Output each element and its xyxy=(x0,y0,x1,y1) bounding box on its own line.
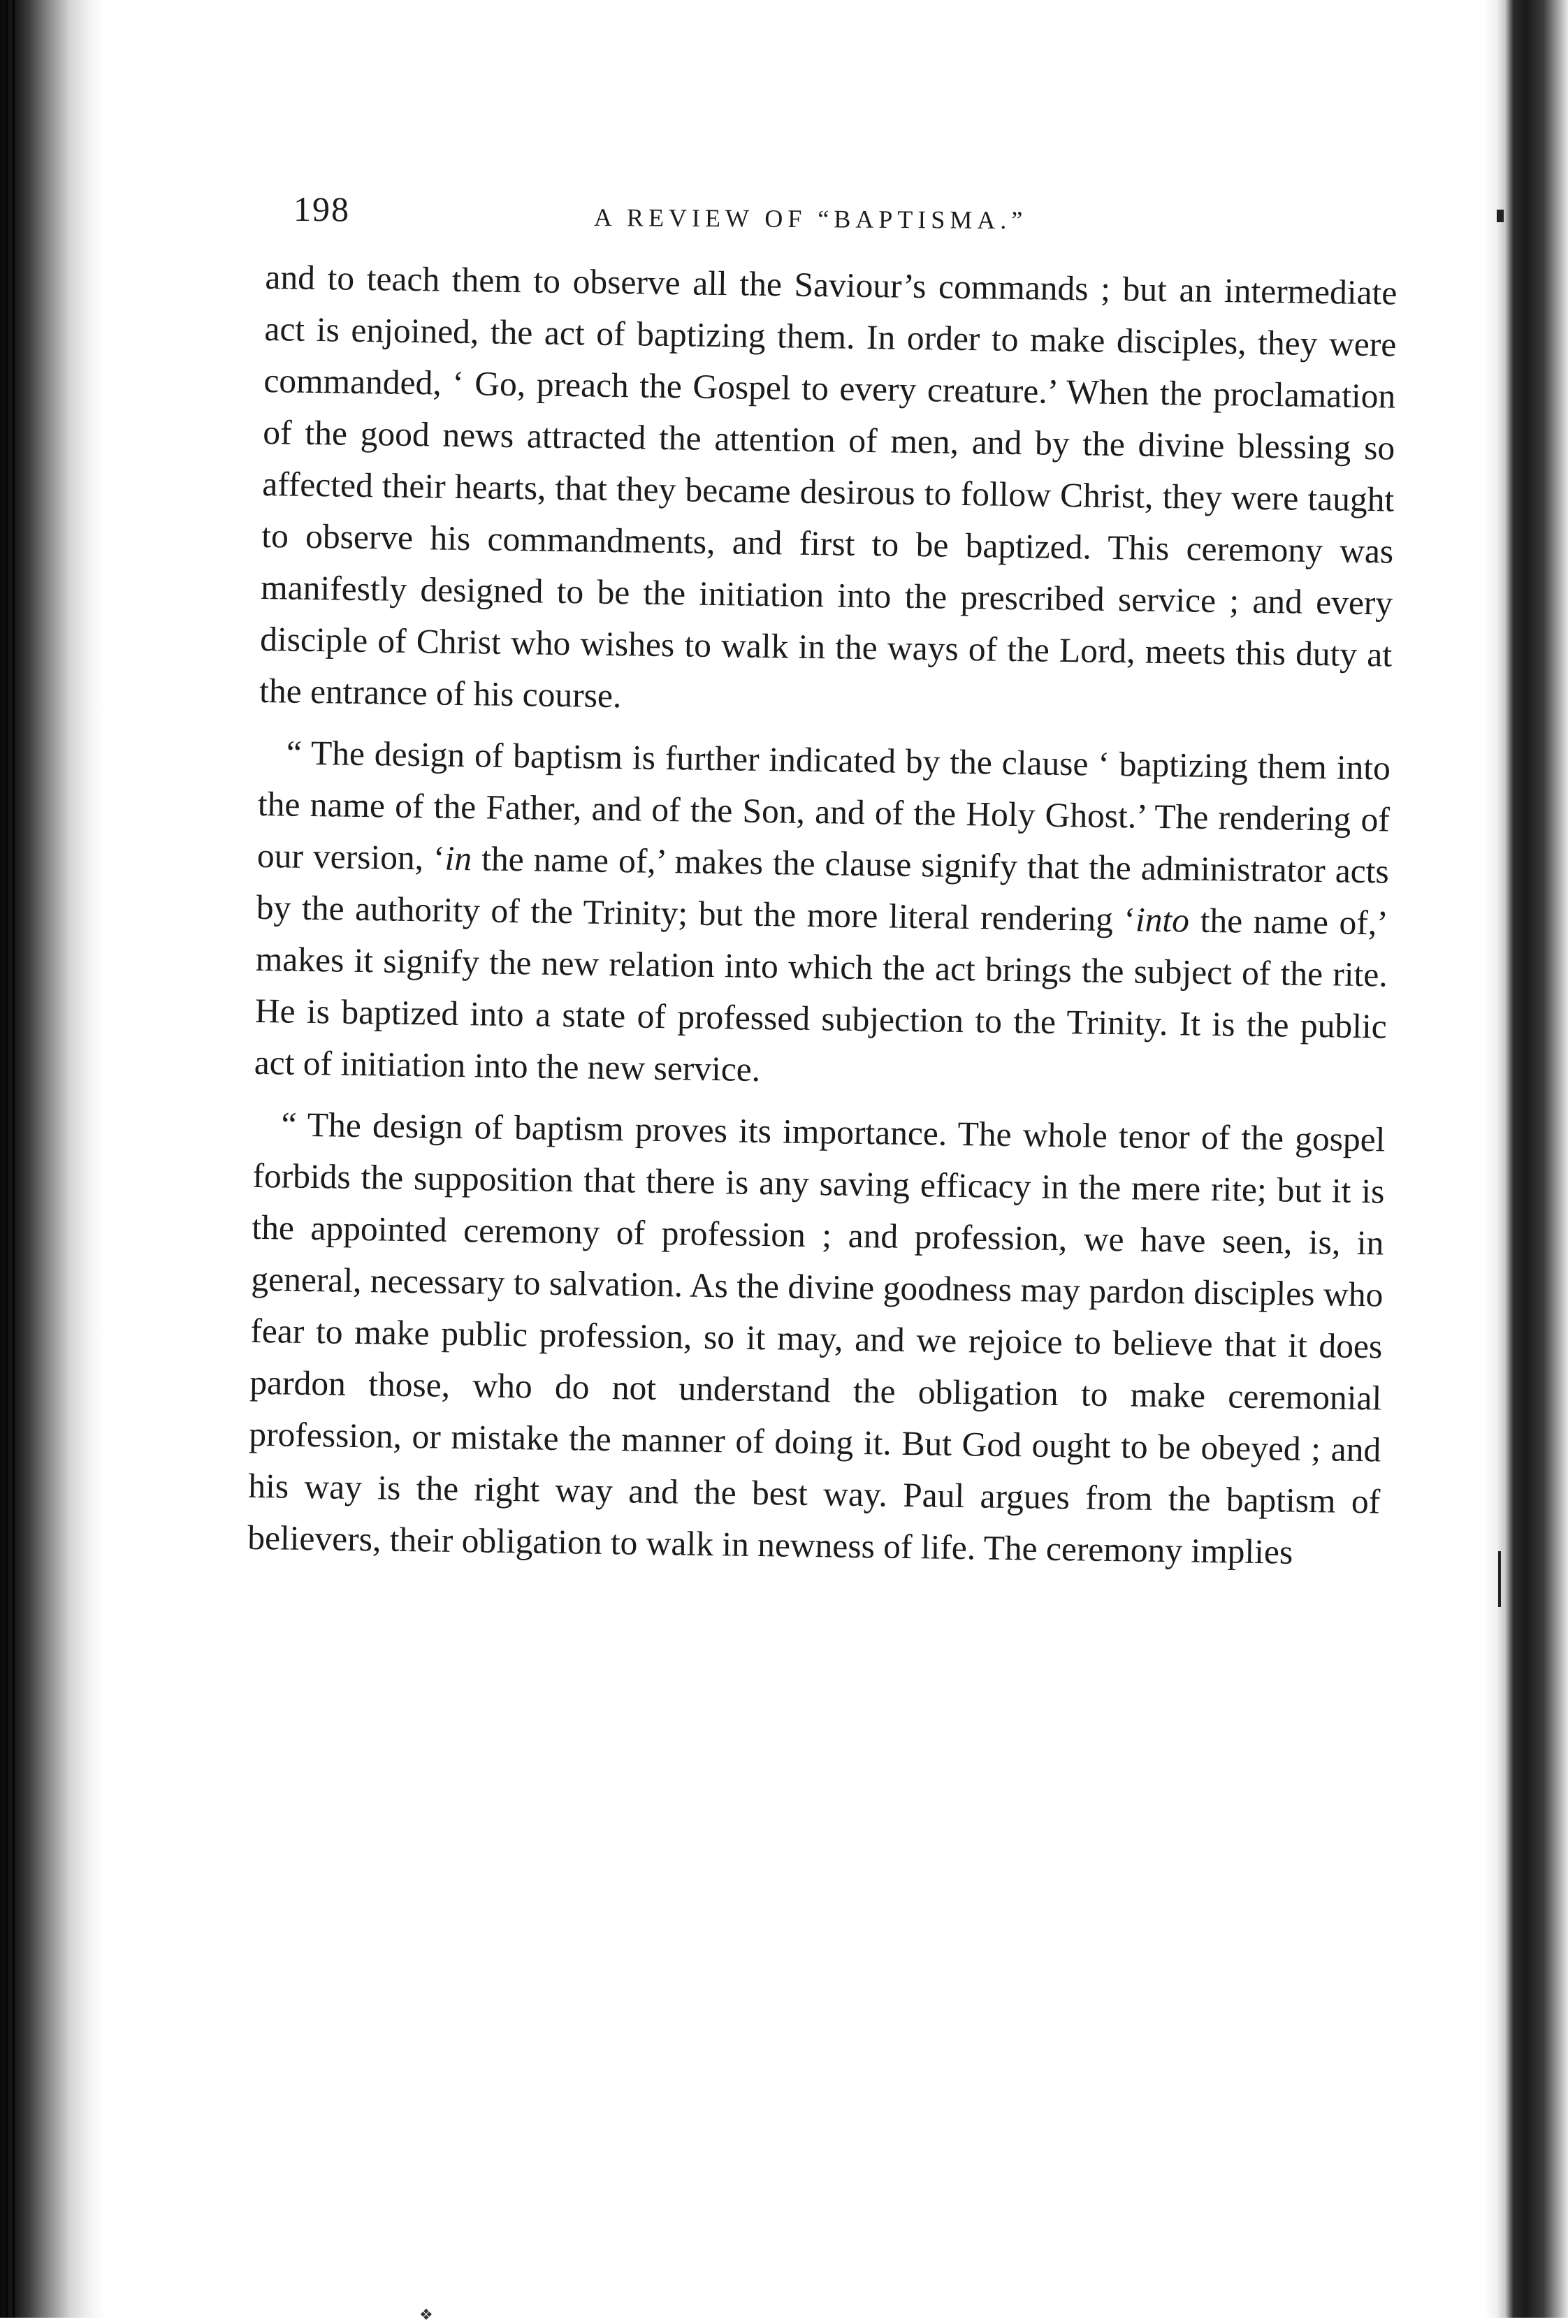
page-number: 198 xyxy=(293,189,350,228)
paragraph-2-part-b: the name of,’ makes the clause signify that the administrator acts by the authority of the Trinity; but the more literal rendering ‘ xyxy=(256,839,1390,939)
paragraph-3: “ The design of baptism proves its importance. The whole tenor of the gospel forbids the supposition that there is any saving efficacy in the mere rite; but it is the appointed ceremony of profession ; and profession, we have seen, is, in general, necessary to salvation. As the divine goodness may pardon disciples who fear to make public profession, so it may, and we rejoice to believe that it does pardon those, who do not understand the obligation to make ceremonial profession, or mistake the manner of doing it. But God ought to be obeyed ; and his way is the right way and the best way. Paul argues from the baptism of believers, their obligation to walk in newness of life. The ceremony implies xyxy=(247,1105,1386,1571)
italic-into: into xyxy=(1135,900,1190,940)
running-head: A REVIEW OF “BAPTISMA.” xyxy=(593,203,1028,235)
edge-mark xyxy=(1498,1551,1501,1607)
binding-stripe xyxy=(6,0,8,2318)
scan-adjacent-page-edge xyxy=(1484,0,1568,2318)
printer-ornament-icon: ❖ xyxy=(419,2306,433,2323)
page-header xyxy=(266,175,1398,252)
paragraph-2-part-c: the name of,’ makes it signify the new relation into which the act brings the subject of the rite. He is baptized into a state of professed subjection to the Trinity. It is the public act of initiation into the new service. xyxy=(254,901,1389,1089)
book-page xyxy=(247,175,1398,1574)
paragraph-2-part-a: “ The design of baptism is further indicated by the clause ‘ baptizing them into the name of the Father, and of the Son, and of the Holy Ghost.’ The rendering of our version, ‘ xyxy=(256,733,1391,878)
binding-stripe xyxy=(13,0,15,2318)
edge-mark xyxy=(1497,210,1504,222)
paragraph-1: and to teach them to observe all the Saviour’s commands ; but an intermediate act is enjoined, the act of baptizing them. In order to make disciples, they were commanded, ‘ Go, preach the Gospel to every creature.’ When the proclamation of the good news attracted the attention of men, and by the divine blessing so affected their hearts, that they became desirous to follow Christ, they were taught to observe his commandments, and first to be baptized. This ceremony was manifestly designed to be the initiation into the prescribed service ; and every disciple of Christ who wishes to walk in the ways of the Lord, meets this duty at the entrance of his course. xyxy=(259,257,1398,716)
paragraph-2 xyxy=(254,727,1391,1105)
italic-in: in xyxy=(444,838,472,878)
body-text xyxy=(247,252,1398,1579)
scan-binding-edge xyxy=(0,0,105,2318)
